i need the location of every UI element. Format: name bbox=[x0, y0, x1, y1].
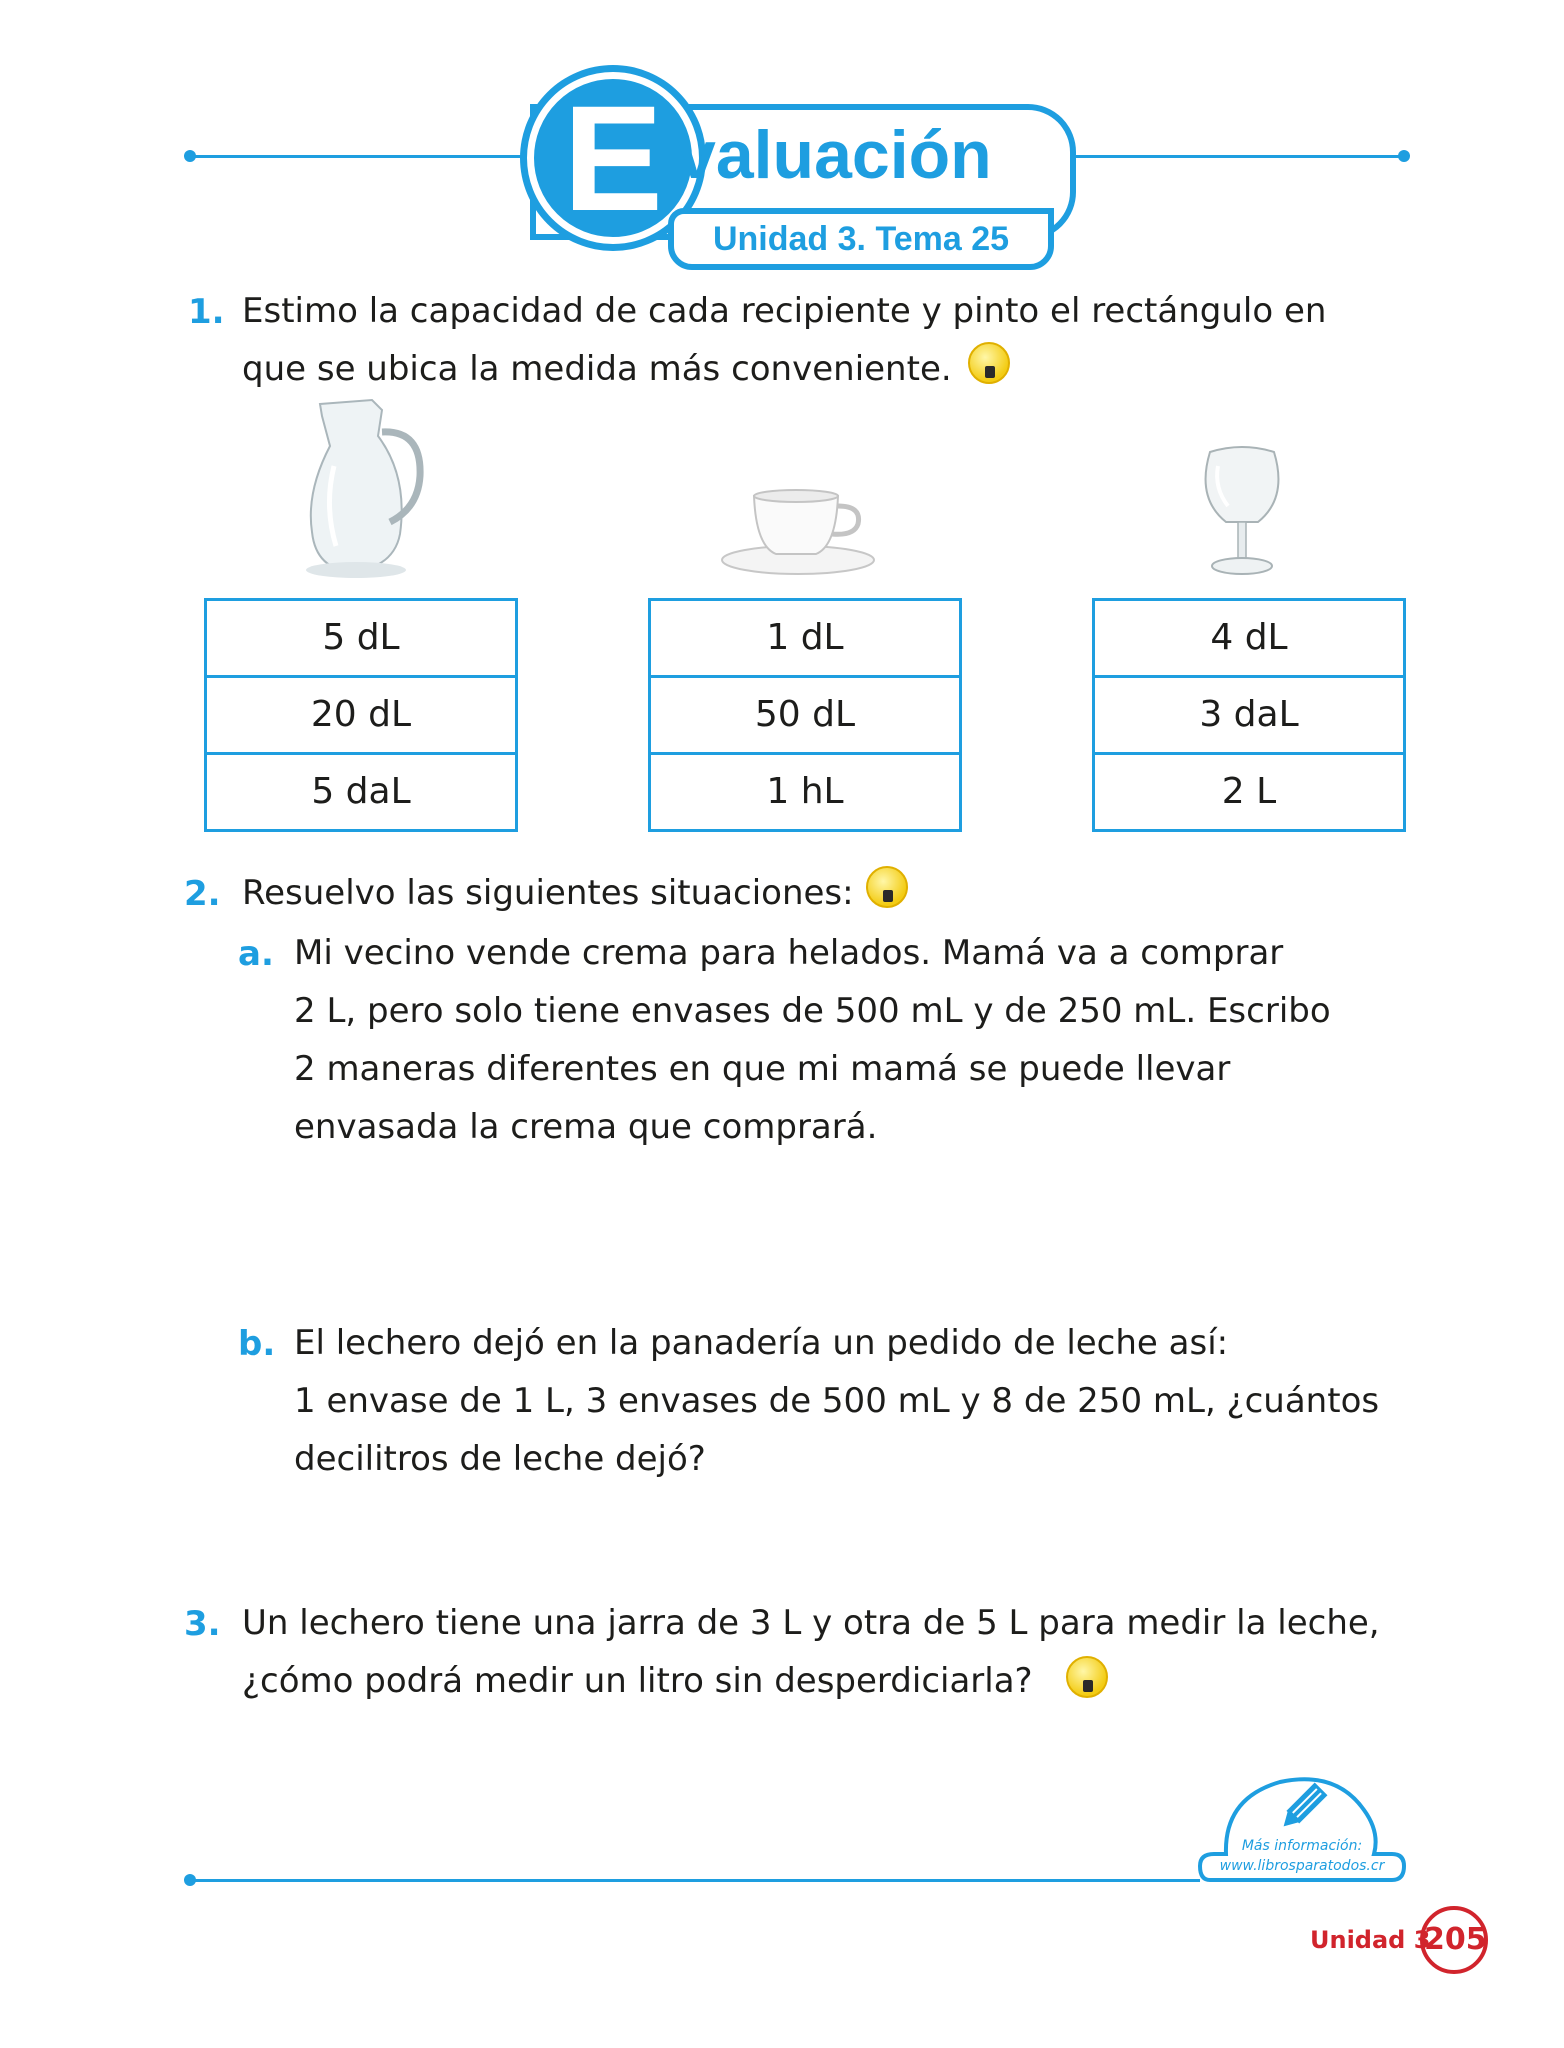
page-number: 205 bbox=[1420, 1906, 1488, 1974]
pitcher-image bbox=[290, 396, 440, 582]
q3-number: 3. bbox=[184, 1604, 221, 1644]
cup-options-table bbox=[648, 598, 962, 832]
more-info-label: Más información: bbox=[1241, 1838, 1363, 1854]
q2a-line4: envasada la crema que comprará. bbox=[294, 1107, 878, 1147]
q2a-line3: 2 maneras diferentes en que mi mamá se puede llevar bbox=[294, 1049, 1231, 1089]
q2b-line3: decilitros de leche dejó? bbox=[294, 1439, 706, 1479]
bottom-rule bbox=[190, 1879, 1200, 1882]
q3-line2: ¿cómo podrá medir un litro sin desperdiciarla? bbox=[242, 1661, 1033, 1701]
q1-text-line2: que se ubica la medida más conveniente. bbox=[242, 349, 952, 389]
option-cell[interactable]: 50 dL bbox=[651, 678, 959, 755]
top-rule-left bbox=[190, 155, 540, 158]
q2b-line1: El lechero dejó en la panadería un pedido de leche así: bbox=[294, 1323, 1229, 1363]
unit-topic-label: Unidad 3. Tema 25 bbox=[668, 208, 1054, 270]
footer-unit-label: Unidad 3 bbox=[1310, 1926, 1431, 1954]
option-cell[interactable]: 1 dL bbox=[651, 601, 959, 678]
option-cell[interactable]: 5 daL bbox=[311, 771, 411, 812]
q3-line1: Un lechero tiene una jarra de 3 L y otra de 5 L para medir la leche, bbox=[242, 1603, 1380, 1643]
lightbulb-icon bbox=[866, 866, 908, 908]
q2a-letter: a. bbox=[238, 934, 274, 974]
pitcher-options-table bbox=[204, 598, 518, 832]
pencil-icon bbox=[1274, 1780, 1330, 1836]
q2a-line2: 2 L, pero solo tiene envases de 500 mL y de 250 mL. Escribo bbox=[294, 991, 1331, 1031]
q2a-line1: Mi vecino vende crema para helados. Mamá va a comprar bbox=[294, 933, 1284, 973]
badge-letter: E bbox=[562, 74, 664, 242]
cup-image bbox=[718, 484, 878, 580]
q2b-line2: 1 envase de 1 L, 3 envases de 500 mL y 8 de 250 mL, ¿cuántos bbox=[294, 1381, 1380, 1421]
option-cell[interactable]: 4 dL bbox=[1095, 601, 1403, 678]
option-cell[interactable]: 20 dL bbox=[207, 678, 515, 755]
q2b-letter: b. bbox=[238, 1324, 276, 1364]
page-title: valuación bbox=[678, 117, 992, 193]
lightbulb-icon bbox=[1066, 1656, 1108, 1698]
top-rule-right bbox=[1070, 155, 1404, 158]
option-cell[interactable]: 1 hL bbox=[766, 771, 844, 812]
option-cell[interactable]: 3 daL bbox=[1095, 678, 1403, 755]
q2-text: Resuelvo las siguientes situaciones: bbox=[242, 873, 854, 913]
q2-number: 2. bbox=[184, 874, 221, 914]
more-info-cloud[interactable] bbox=[1196, 1770, 1408, 1890]
q1-number: 1. bbox=[188, 292, 225, 332]
glass-options-table bbox=[1092, 598, 1406, 832]
more-info-url[interactable]: www.librosparatodos.cr bbox=[1219, 1858, 1385, 1874]
option-cell[interactable]: 5 dL bbox=[207, 601, 515, 678]
option-cell[interactable]: 2 L bbox=[1221, 771, 1277, 812]
glass-image bbox=[1194, 442, 1290, 582]
lightbulb-icon bbox=[968, 342, 1010, 384]
q1-text-line1: Estimo la capacidad de cada recipiente y pinto el rectángulo en bbox=[242, 291, 1327, 331]
top-rule-dot-right bbox=[1398, 150, 1410, 162]
